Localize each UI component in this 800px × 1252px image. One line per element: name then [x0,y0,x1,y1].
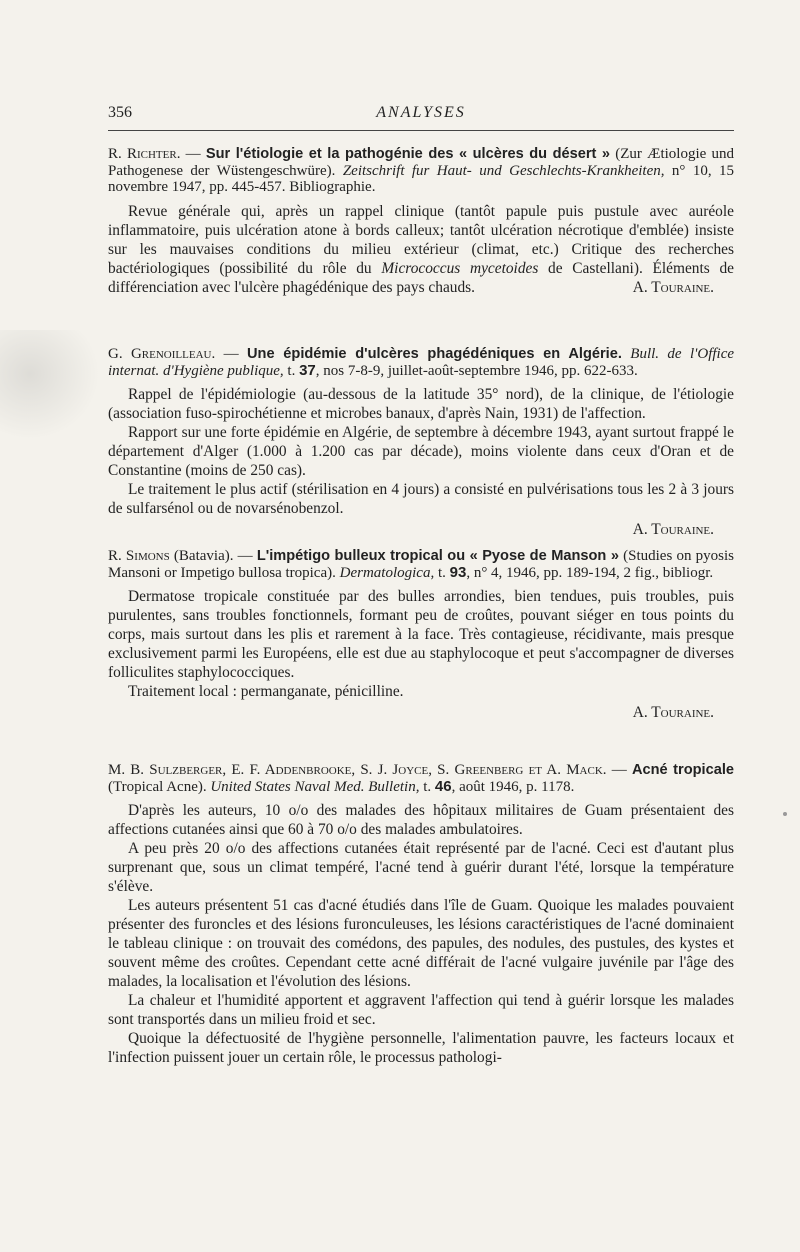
review-paragraph: Traitement local : permanganate, pénicilline. [128,683,404,700]
review-entry-grenoilleau [108,346,734,539]
article-title: Une épidémie d'ulcères phagédéniques en Algérie. [247,346,622,362]
authors: R. Simons [108,548,170,564]
review-paragraph: Le traitement le plus actif (stérilisation en 4 jours) a consisté en pulvérisations tous les 2 à 3 jours de sulfarsénol ou de novarsénobenzol. [108,481,734,517]
article-title: Acné tropicale [631,762,734,778]
reference-detail: (Tropical Acne). [108,778,211,795]
bibliographic-reference: M. B. Sulzberger, E. F. Addenbrooke, S. J. Joyce, S. Greenberg et A. Mack. — Acné tropicale (Tropical Acne). United States Naval Med. Bulletin, t. 46, août 1946, p. 1178. [108,762,734,795]
journal-name: Bull. de l'Office internat. d'Hygiène publique, [108,346,735,379]
reviewer-signature: A. Touraine. [632,521,714,538]
volume-number: 46 [434,777,452,795]
review-entry-sulzberger [108,762,734,1067]
page-number: 356 [108,104,132,121]
page-speck [783,812,787,816]
journal-name: Dermatologica, [339,564,435,581]
reference-detail: , nos 7-8-9, juillet-août-septembre 1946, pp. 622-633. [315,362,638,379]
reviewer-signature: A. Touraine. [632,278,714,296]
review-paragraph: Rapport sur une forte épidémie en Algérie, de septembre à décembre 1943, ayant surtout frappé le département d'Alger (1.000 à 1.200 cas par décade), moins violente dans ceux d'Oran et de Constantine (moins de 250 cas). [108,424,734,479]
review-paragraph: Rappel de l'épidémiologie (au-dessous de la latitude 35° nord), de la clinique, de l'étiologie (association fuso-spirochétienne et microbes banaux, d'après Nain, 1931) de l'affection. [108,386,734,422]
bibliographic-reference: G. Grenoilleau. — Une épidémie d'ulcères phagédéniques en Algérie. Bull. de l'Office internat. d'Hygiène publique, t. 37, nos 7-8-9, juillet-août-septembre 1946, pp. 622-633. [108,346,735,379]
reviewer-signature: A. Touraine. [632,704,714,721]
volume-number: 37 [299,361,316,379]
header-rule [108,130,734,131]
review-paragraph: La chaleur et l'humidité apportent et aggravent l'affection qui tend à guérir lorsque les malades sont transportés dans un milieu froid et sec. [108,992,734,1028]
italic-term: Micrococcus mycetoides [381,259,539,277]
journal-name: United States Naval Med. Bulletin, [210,778,420,795]
authors: M. B. Sulzberger, E. F. Addenbrooke, S. J. Joyce, S. Greenberg et A. Mack. [108,762,607,778]
reference-detail: n° 10, 15 novembre 1947, pp. 445-457. Bibliographie. [108,162,735,195]
reference-detail: (Zur Ætiologie und Pathogenese der Wüstengeschwüre). [108,146,735,179]
volume-number: 93 [449,563,467,581]
reference-detail: , août 1946, p. 1178. [451,778,575,795]
article-title: Sur l'étiologie et la pathogénie des « ulcères du désert » [205,146,611,162]
review-entry-richter [108,146,734,297]
bibliographic-reference: R. Richter. — Sur l'étiologie et la pathogénie des « ulcères du désert » (Zur Ætiologie und Pathogenese der Wüstengeschwüre). Zeitschrift fur Haut- und Geschlechts-Krankheiten, n° 10, 15 novembre 1947, pp. 445-457. Bibliographie. [108,146,735,195]
review-paragraph: D'après les auteurs, 10 o/o des malades des hôpitaux militaires de Guam présentaient des affections cutanées ainsi que 60 à 70 o/o des malades ambulatoires. [108,802,734,838]
review-paragraph: Dermatose tropicale constituée par des bulles arrondies, bien tendues, puis troubles, puis purulentes, sans troubles fonctionnels, formant peu de croûtes, pouvant siéger en tous points du corps, mais surtout dans les plis et rarement à la face. Très contagieuse, récidivante, mais presque exclusivement parmi les Européens, elle est due au staphylocoque et peut s'accompagner de diverses folliculites staphylococciques. [108,588,734,681]
review-paragraph: A peu près 20 o/o des affections cutanées était représenté par de l'acné. Ceci est d'autant plus surprenant que, sous un climat tempéré, l'acné tend à guérir durant l'été, lorsque la température s'élève. [108,840,734,895]
running-title: ANALYSES [376,104,466,121]
reference-detail: , n° 4, 1946, pp. 189-194, 2 fig., bibliogr. [466,564,714,581]
article-title: L'impétigo bulleux tropical ou « Pyose de Manson » [256,548,619,564]
review-entry-simons [108,548,734,722]
authors: R. Richter. [108,146,181,162]
page-header [108,104,734,130]
authors: G. Grenoilleau. [108,346,216,362]
review-paragraph: Les auteurs présentent 51 cas d'acné étudiés dans l'île de Guam. Quoique les malades pouvaient présenter des furoncles et des lésions furonculeuses, les lésions caractéristiques de l'acné dominaient le tableau clinique : on trouvait des comédons, des papules, des nodules, des pustules, des kystes et souvent même des croûtes. Cependant cette acné différait de l'acné vulgaire juvénile par l'âge des malades, la localisation et l'évolution des lésions. [108,897,734,990]
bibliographic-reference: R. Simons (Batavia). — L'impétigo bulleux tropical ou « Pyose de Manson » (Studies on pyosis Mansoni or Impetigo bullosa tropica). Dermatologica, t. 93, n° 4, 1946, pp. 189-194, 2 fig., bibliogr. [108,548,735,581]
review-paragraph: Revue générale qui, après un rappel clinique (tantôt papule puis pustule avec auréole inflammatoire, puis ulcération atone à bords calleux; tantôt ulcération nécrotique d'emblée) insiste sur les mauvaises conditions du milieu extérieur (climat, etc.) Critique des recherches bactériologiques (possibilité du rôle du Micrococcus mycetoides de Castellani). Éléments de différenciation avec l'ulcère phagédénique des pays chauds. A. Touraine. [108,202,734,296]
reference-detail: (Studies on pyosis Mansoni or Impetigo bullosa tropica). [108,548,735,581]
review-paragraph: Quoique la défectuosité de l'hygiène personnelle, l'alimentation pauvre, les facteurs locaux et l'infection puissent jouer un certain rôle, le processus pathologi- [108,1030,734,1066]
page-stain [0,330,100,440]
journal-name: Zeitschrift fur Haut- und Geschlechts-Krankheiten, [342,162,665,179]
